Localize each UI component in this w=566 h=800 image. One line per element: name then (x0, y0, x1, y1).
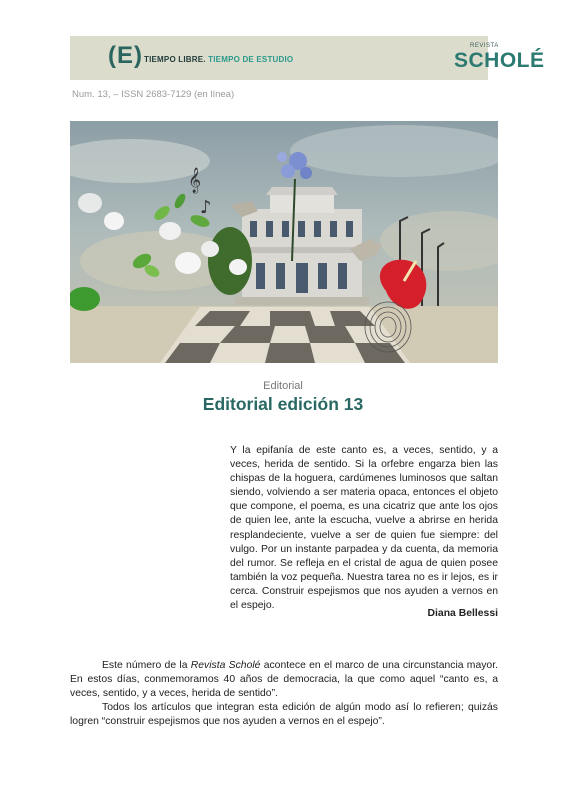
epigraph-text: Y la epifanía de este canto es, a veces, sentido, y a veces, herida de sentido. Si la orfebre engarza bien las chispas de la hoguera, cardúmenes luminosos que saltan siendo, volviendo a ser materia opaca, entonces el objeto que compone, el poema, es una cicatriz que ante los ojos de quien lee, ante la escucha, vuelve a abrirse en herida resplandeciente, vuelve a ser de quien fue siempre: del vulgo. Por un instante parpadea y da cuenta, da memoria del rumor. Se refleja en el cristal de agua de quien posee también la voz pequeña. Nuestra tarea no es ir lejos, es ir cerca. Construir espejismos que nos ayuden a vernos en el espejo. (230, 445, 498, 612)
journal-tagline (144, 55, 293, 64)
cover-illustration (70, 121, 498, 363)
brand-logo: SCHOLÉ (454, 49, 545, 72)
collage-image (70, 121, 498, 363)
body-paragraph-1 (70, 659, 498, 701)
p1-start: Este número de la (102, 660, 191, 671)
journal-name-italic: Revista Scholé (190, 660, 261, 671)
article-body (70, 659, 498, 729)
svg-text:♪: ♪ (200, 197, 212, 218)
revista-label: REVISTA (470, 43, 499, 49)
p1-end: acontece en el marco de una circunstancia mayor. En estos días, conmemoramos 40 años de democracia, la que como aquel “canto es, a veces, sentido, y a veces, herida de sentido”. (70, 660, 498, 700)
journal-logo-mark (108, 42, 143, 70)
issn-line: Num. 13, – ISSN 2683-7129 (en línea) (72, 89, 235, 100)
body-paragraph-2: Todos los artículos que integran esta edición de algún modo así lo refieren; quizás logren “construir espejismos que nos ayuden a vernos en el espejo”. (70, 702, 498, 728)
article-title: Editorial edición 13 (202, 394, 364, 414)
epigraph-author: Diana Bellessi (427, 608, 498, 619)
tree-icon (208, 227, 252, 295)
checkered-floor (160, 307, 410, 363)
logo-mark-text: (E) (108, 42, 143, 69)
svg-text:𝄞: 𝄞 (188, 168, 202, 193)
journal-banner (70, 36, 545, 80)
section-kicker: Editorial (263, 380, 303, 392)
tagline-part-b: TIEMPO DE ESTUDIO (208, 55, 294, 64)
tagline-part-a: TIEMPO LIBRE. (144, 55, 206, 64)
